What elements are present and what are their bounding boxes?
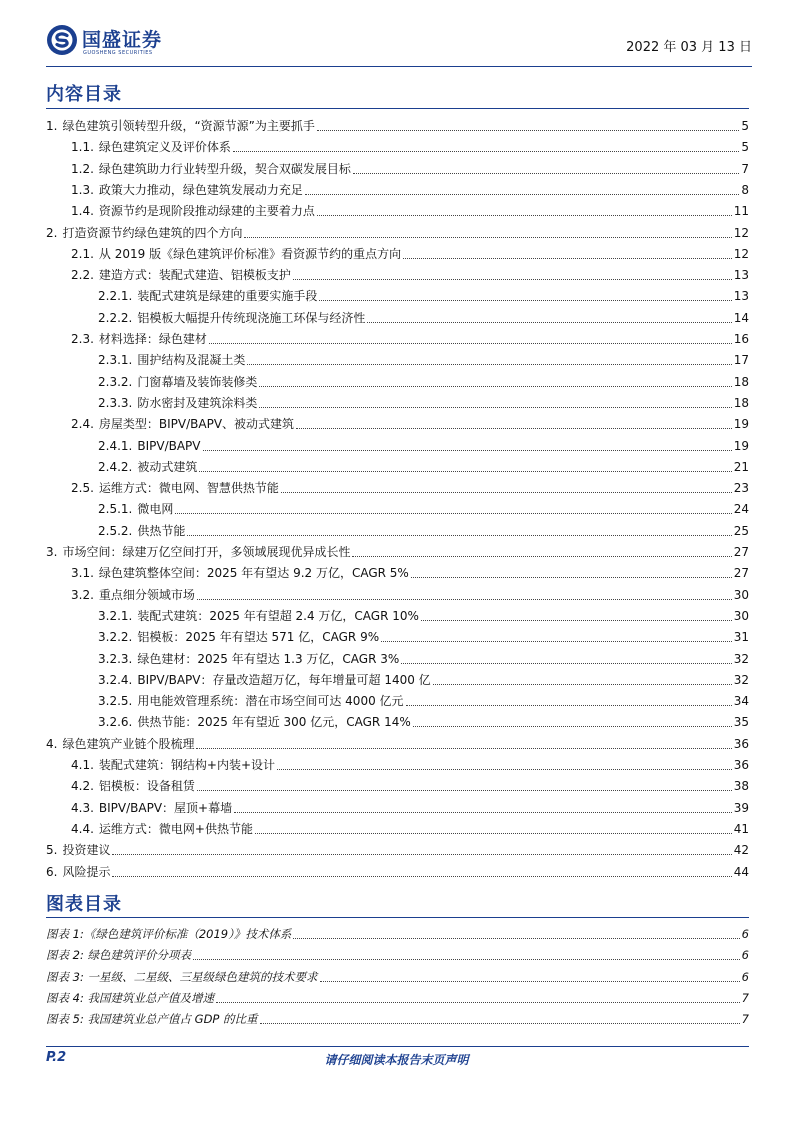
toc-leader-dots [203, 450, 732, 451]
toc-leader-dots [247, 364, 731, 365]
toc-entry-label: 防水密封及建筑涂料类 [137, 395, 258, 410]
toc-entry-page: 5 [741, 119, 749, 133]
guosheng-logo-icon [46, 24, 78, 56]
toc-leader-dots [367, 322, 731, 323]
toc-entry-label: 绿色建筑产业链个股梳理 [62, 736, 195, 751]
figure-entry-label: 图表 5: 我国建筑业总产值占 GDP 的比重 [46, 1012, 258, 1027]
toc-entry-label: 铝模板：设备租赁 [98, 779, 195, 794]
page-header [46, 22, 752, 66]
toc-entry[interactable] [98, 497, 749, 517]
toc-entry-page: 34 [733, 694, 749, 709]
toc-entry[interactable] [46, 540, 749, 560]
toc-entry-label: 房屋类型：BIPV/BAPV、被动式建筑 [98, 417, 295, 432]
toc-entry-page: 32 [733, 651, 749, 666]
toc-entry-page: 7 [741, 161, 749, 176]
toc-entry-label: 绿色建筑引领转型升级，“资源节源”为主要抓手 [62, 119, 315, 133]
toc-entry-number: 2.5. [71, 481, 94, 496]
toc-entry-page: 8 [741, 182, 749, 197]
figure-entry-label: 图表 1:《绿色建筑评价标准（2019）》技术体系 [46, 927, 292, 941]
toc-entry-number: 2.4.2. [98, 459, 133, 474]
toc-entry-page: 38 [733, 779, 749, 794]
toc-entry[interactable] [46, 838, 749, 858]
figure-entry[interactable] [46, 965, 749, 985]
toc-entry-number: 2.4. [71, 417, 94, 432]
toc-entry[interactable] [46, 860, 749, 880]
toc-entry-page: 30 [733, 587, 749, 602]
toc-entry-number: 2.3.1. [98, 353, 133, 368]
toc-entry-number: 1.3. [71, 182, 94, 197]
toc-leader-dots [317, 215, 732, 216]
toc-entry-label: 绿色建筑整体空间：2025 年有望达 9.2 万亿，CAGR 5% [98, 566, 409, 581]
toc-entry-page: 16 [733, 332, 749, 346]
toc-leader-dots [277, 769, 732, 770]
toc-leader-dots [317, 130, 739, 131]
toc-entry[interactable] [98, 625, 749, 645]
toc-leader-dots [259, 407, 731, 408]
toc-entry-label: 绿色建材：2025 年有望达 1.3 万亿，CAGR 3% [137, 651, 400, 666]
toc-entry[interactable] [71, 412, 749, 432]
toc-leader-dots [112, 876, 731, 877]
toc-entry[interactable] [71, 199, 749, 219]
disclaimer-notice: 请仔细阅读本报告末页声明 [324, 1053, 469, 1067]
toc-entry[interactable] [71, 476, 749, 496]
toc-entry-page: 27 [733, 566, 749, 581]
figure-entry-label: 图表 4: 我国建筑业总产值及增速 [46, 990, 215, 1005]
toc-entry-label: 供热节能 [137, 523, 186, 538]
toc-entry[interactable] [71, 263, 749, 283]
figure-leader-dots [216, 1002, 740, 1003]
toc-entry-label: 铝模板：2025 年有望达 571 亿，CAGR 9% [137, 630, 380, 645]
toc-leader-dots [293, 279, 732, 280]
toc-entry[interactable] [98, 604, 749, 624]
toc-entry-number: 1.4. [71, 204, 94, 219]
toc-entry-number: 2.1. [71, 246, 94, 261]
figure-entry[interactable] [46, 922, 749, 942]
toc-leader-dots [255, 833, 732, 834]
toc-entry[interactable] [71, 583, 749, 603]
toc-entry-label: 建造方式：装配式建造、铝模板支护 [98, 268, 291, 283]
toc-leader-dots [259, 386, 731, 387]
toc-leader-dots [234, 812, 732, 813]
figure-entry[interactable] [46, 1007, 749, 1027]
toc-leader-dots [352, 556, 731, 557]
toc-entry-page: 13 [733, 289, 749, 304]
toc-entry-label: 投资建议 [62, 843, 111, 858]
toc-entry[interactable] [98, 647, 749, 667]
toc-entry-number: 2.4.1. [98, 438, 133, 453]
toc-entry[interactable] [71, 327, 749, 347]
toc-entry[interactable] [98, 455, 749, 475]
toc-entry-page: 32 [733, 672, 749, 687]
fig-title-divider [46, 917, 749, 918]
toc-entry[interactable] [46, 114, 749, 134]
toc-entry[interactable] [98, 348, 749, 368]
toc-entry-page: 41 [733, 821, 749, 836]
toc-entry-number: 4.3. [71, 800, 94, 815]
toc-entry-label: 市场空间：绿建万亿空间打开，多领域展现优异成长性 [62, 545, 351, 559]
figure-leader-dots [260, 1023, 740, 1024]
toc-entry[interactable] [98, 710, 749, 730]
toc-entry-number: 1.2. [71, 161, 94, 176]
toc-entry-label: 围护结构及混凝土类 [137, 353, 246, 368]
toc-entry-number: 2.3.3. [98, 395, 133, 410]
toc-entry-number: 2.5.2. [98, 523, 133, 538]
page-number: P.2 [46, 1050, 67, 1065]
toc-leader-dots [233, 151, 739, 152]
toc-entry-page: 35 [733, 715, 749, 730]
toc-leader-dots [413, 726, 732, 727]
toc-leader-dots [281, 492, 732, 493]
toc-entry-label: 用电能效管理系统：潜在市场空间可达 4000 亿元 [137, 694, 404, 709]
toc-entry-page: 11 [733, 204, 749, 219]
toc-entry-page: 25 [733, 523, 749, 538]
toc-entry-label: BIPV/BAPV：屋顶+幕墙 [98, 800, 233, 815]
toc-entry[interactable] [98, 284, 749, 304]
toc-entry[interactable] [71, 796, 749, 816]
toc-entry-label: 重点细分领域市场 [98, 587, 195, 602]
toc-leader-dots [433, 684, 732, 685]
toc-entry-number: 3.2.4. [98, 672, 133, 687]
toc-entry-number: 3.2. [71, 587, 94, 602]
toc-entry[interactable] [46, 221, 749, 241]
toc-entry-number: 2.2.1. [98, 289, 133, 304]
toc-entry-label: 运维方式：微电网、智慧供热节能 [98, 481, 279, 496]
toc-entry[interactable] [98, 668, 749, 688]
toc-entry-page: 12 [733, 225, 749, 240]
toc-entry-label: 绿色建筑助力行业转型升级，契合双碳发展目标 [98, 161, 351, 176]
toc-entry-page: 44 [733, 864, 749, 879]
toc-leader-dots [381, 641, 732, 642]
figure-entry-page: 7 [741, 990, 749, 1005]
figure-leader-dots [193, 959, 740, 960]
toc-entry-number: 3.2.2. [98, 630, 133, 645]
toc-entry-number: 3.2.1. [98, 608, 133, 623]
toc-entry[interactable] [71, 135, 749, 155]
toc-entry[interactable] [98, 519, 749, 539]
toc-entry-number: 4.4. [71, 821, 94, 836]
toc-entry-number: 2.2.2. [98, 310, 133, 325]
figure-entry-page: 7 [741, 1012, 749, 1027]
toc-entry-page: 36 [733, 736, 749, 751]
toc-entry-label: BIPV/BAPV：存量改造超万亿，每年增量可超 1400 亿 [137, 672, 431, 687]
fig-title: 图表目录 [46, 894, 122, 915]
toc-entry[interactable] [46, 732, 749, 752]
figure-entry-page: 6 [741, 927, 749, 941]
toc-entry-number: 2. [46, 225, 58, 240]
toc-leader-dots [353, 173, 739, 174]
toc-entry-page: 30 [733, 608, 749, 623]
toc-leader-dots [406, 705, 732, 706]
toc-entry-label: 被动式建筑 [137, 459, 198, 474]
toc-entry-number: 4. [46, 736, 58, 751]
toc-entry-page: 36 [733, 758, 749, 772]
toc-entry-number: 2.3.2. [98, 374, 133, 389]
toc-entry-number: 2.2. [71, 268, 94, 283]
toc-leader-dots [112, 854, 731, 855]
toc-entry-page: 12 [733, 246, 749, 261]
toc-entry-label: 运维方式：微电网+供热节能 [98, 821, 253, 836]
toc-entry-label: 风险提示 [62, 864, 111, 879]
toc-entry-page: 23 [733, 481, 749, 496]
toc-leader-dots [197, 599, 732, 600]
toc-entry[interactable] [71, 817, 749, 837]
toc-entry-label: BIPV/BAPV [137, 438, 201, 453]
toc-entry-number: 3. [46, 545, 58, 559]
toc-entry-label: 装配式建筑：2025 年有望超 2.4 万亿，CAGR 10% [137, 608, 419, 623]
toc-entry-page: 5 [741, 140, 749, 155]
toc-entry[interactable] [71, 561, 749, 581]
toc-entry[interactable] [71, 753, 749, 773]
toc-entry-label: 资源节约是现阶段推动绿建的主要着力点 [98, 204, 315, 219]
toc-entry-number: 2.5.1. [98, 502, 133, 517]
toc-entry[interactable] [98, 689, 749, 709]
figure-entry-page: 6 [741, 969, 749, 984]
toc-entry-number: 1. [46, 119, 58, 133]
toc-entry[interactable] [98, 391, 749, 411]
toc-entry-number: 4.2. [71, 779, 94, 794]
toc-leader-dots [197, 790, 732, 791]
toc-entry[interactable] [98, 370, 749, 390]
toc-leader-dots [421, 620, 732, 621]
toc-entry-label: 政策大力推动，绿色建筑发展动力充足 [98, 182, 303, 197]
toc-entry-page: 42 [733, 843, 749, 858]
toc-title: 内容目录 [46, 84, 122, 105]
figure-leader-dots [320, 981, 740, 982]
toc-leader-dots [196, 748, 731, 749]
toc-entry-label: 装配式建筑是绿建的重要实施手段 [137, 289, 318, 304]
figure-entry-label: 图表 2: 绿色建筑评价分项表 [46, 948, 192, 963]
toc-entry[interactable] [71, 157, 749, 177]
toc-leader-dots [296, 428, 732, 429]
toc-entry-page: 13 [733, 268, 749, 283]
toc-entry-number: 4.1. [71, 758, 94, 772]
toc-leader-dots [187, 535, 731, 536]
toc-leader-dots [305, 194, 739, 195]
toc-entry-number: 3.1. [71, 566, 94, 581]
toc-entry[interactable] [98, 306, 749, 326]
toc-entry-number: 3.2.3. [98, 651, 133, 666]
footer-divider [46, 1046, 749, 1047]
toc-entry-page: 19 [733, 417, 749, 432]
figure-entry[interactable] [46, 943, 749, 963]
toc-leader-dots [401, 663, 731, 664]
toc-title-divider [46, 108, 749, 109]
header-divider [46, 66, 752, 67]
toc-leader-dots [244, 237, 731, 238]
toc-entry-page: 39 [733, 800, 749, 815]
toc-entry-page: 21 [733, 459, 749, 474]
toc-entry-number: 1.1. [71, 140, 94, 155]
toc-entry-page: 27 [733, 545, 749, 559]
toc-entry-label: 微电网 [137, 502, 174, 517]
toc-entry-number: 5. [46, 843, 58, 858]
toc-entry-number: 3.2.6. [98, 715, 133, 730]
figure-leader-dots [293, 938, 739, 939]
toc-entry-number: 6. [46, 864, 58, 879]
toc-entry-number: 3.2.5. [98, 694, 133, 709]
toc-leader-dots [175, 513, 731, 514]
figure-entry[interactable] [46, 986, 749, 1006]
toc-leader-dots [411, 577, 732, 578]
toc-leader-dots [199, 471, 731, 472]
toc-entry-page: 17 [733, 353, 749, 368]
toc-entry-label: 从 2019 版《绿色建筑评价标准》看资源节约的重点方向 [98, 246, 402, 261]
logo-text: 国盛证券 [82, 29, 163, 51]
toc-entry-label: 铝模板大幅提升传统现浇施工环保与经济性 [137, 310, 366, 325]
toc-entry-label: 装配式建筑：钢结构+内装+设计 [98, 758, 276, 772]
toc-entry[interactable] [71, 178, 749, 198]
toc-entry[interactable] [98, 434, 749, 454]
toc-entry-page: 18 [733, 374, 749, 389]
toc-entry-label: 门窗幕墙及装饰装修类 [137, 374, 258, 389]
toc-entry-label: 材料选择：绿色建材 [98, 332, 207, 346]
toc-entry[interactable] [71, 774, 749, 794]
toc-leader-dots [319, 300, 731, 301]
toc-leader-dots [403, 258, 732, 259]
figure-entry-page: 6 [741, 948, 749, 963]
toc-entry-label: 绿色建筑定义及评价体系 [98, 140, 231, 155]
toc-entry-page: 14 [733, 310, 749, 325]
toc-entry-page: 19 [733, 438, 749, 453]
toc-entry-number: 2.3. [71, 332, 94, 346]
toc-entry-label: 供热节能：2025 年有望近 300 亿元，CAGR 14% [137, 715, 411, 730]
toc-entry-page: 18 [733, 395, 749, 410]
toc-entry-label: 打造资源节约绿色建筑的四个方向 [62, 225, 243, 240]
toc-leader-dots [209, 343, 732, 344]
report-date: 2022 年 03 月 13 日 [626, 40, 752, 55]
logo-subtext: GUOSHENG SECURITIES [83, 50, 153, 56]
figure-entry-label: 图表 3: 一星级、二星级、三星级绿色建筑的技术要求 [46, 969, 318, 984]
toc-entry-page: 24 [733, 502, 749, 517]
toc-entry[interactable] [71, 242, 749, 262]
toc-entry-page: 31 [733, 630, 749, 645]
